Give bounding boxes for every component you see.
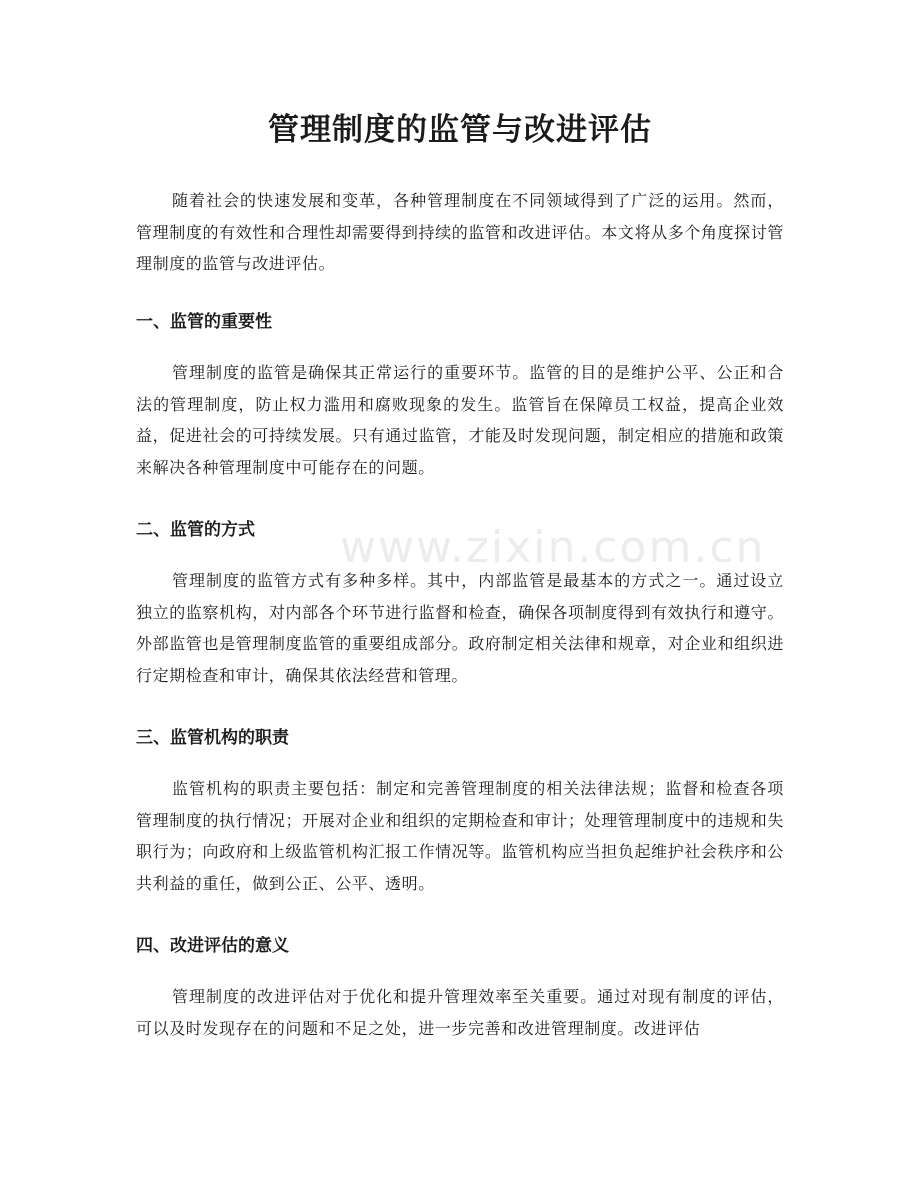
section-body-1: 管理制度的监管是确保其正常运行的重要环节。监管的目的是维护公平、公正和合法的管理制度，防止权力滥用和腐败现象的发生。监管旨在保障员工权益，提高企业效益，促进社会的可持续发展。只有通过监管，才能及时发现问题，制定相应的措施和政策来解决各种管理制度中可能存在的问题。	[136, 363, 784, 477]
section-heading-3: 三、监管机构的职责	[136, 728, 289, 748]
section-heading-1: 一、监管的重要性	[136, 312, 272, 332]
document-title: 管理制度的监管与改进评估	[268, 112, 652, 148]
section-body-4: 管理制度的改进评估对于优化和提升管理效率至关重要。通过对现有制度的评估，可以及时发现存在的问题和不足之处，进一步完善和改进管理制度。改进评估	[136, 987, 784, 1038]
section-body-3: 监管机构的职责主要包括：制定和完善管理制度的相关法律法规；监督和检查各项管理制度的执行情况；开展对企业和组织的定期检查和审计；处理管理制度中的违规和失职行为；向政府和上级监管机构汇报工作情况等。监管机构应当担负起维护社会秩序和公共利益的重任，做到公正、公平、透明。	[136, 779, 784, 893]
section-heading-2: 二、监管的方式	[136, 520, 255, 540]
section-heading-4: 四、改进评估的意义	[136, 936, 289, 956]
watermark: www.zixin.com.cn	[340, 522, 766, 573]
section-body-2: 管理制度的监管方式有多种多样。其中，内部监管是最基本的方式之一。通过设立独立的监察机构，对内部各个环节进行监督和检查，确保各项制度得到有效执行和遵守。外部监管也是管理制度监管的重要组成部分。政府制定相关法律和规章，对企业和组织进行定期检查和审计，确保其依法经营和管理。	[136, 571, 784, 685]
intro-paragraph: 随着社会的快速发展和变革，各种管理制度在不同领域得到了广泛的运用。然而，管理制度的有效性和合理性却需要得到持续的监管和改进评估。本文将从多个角度探讨管理制度的监管与改进评估。	[136, 191, 784, 273]
